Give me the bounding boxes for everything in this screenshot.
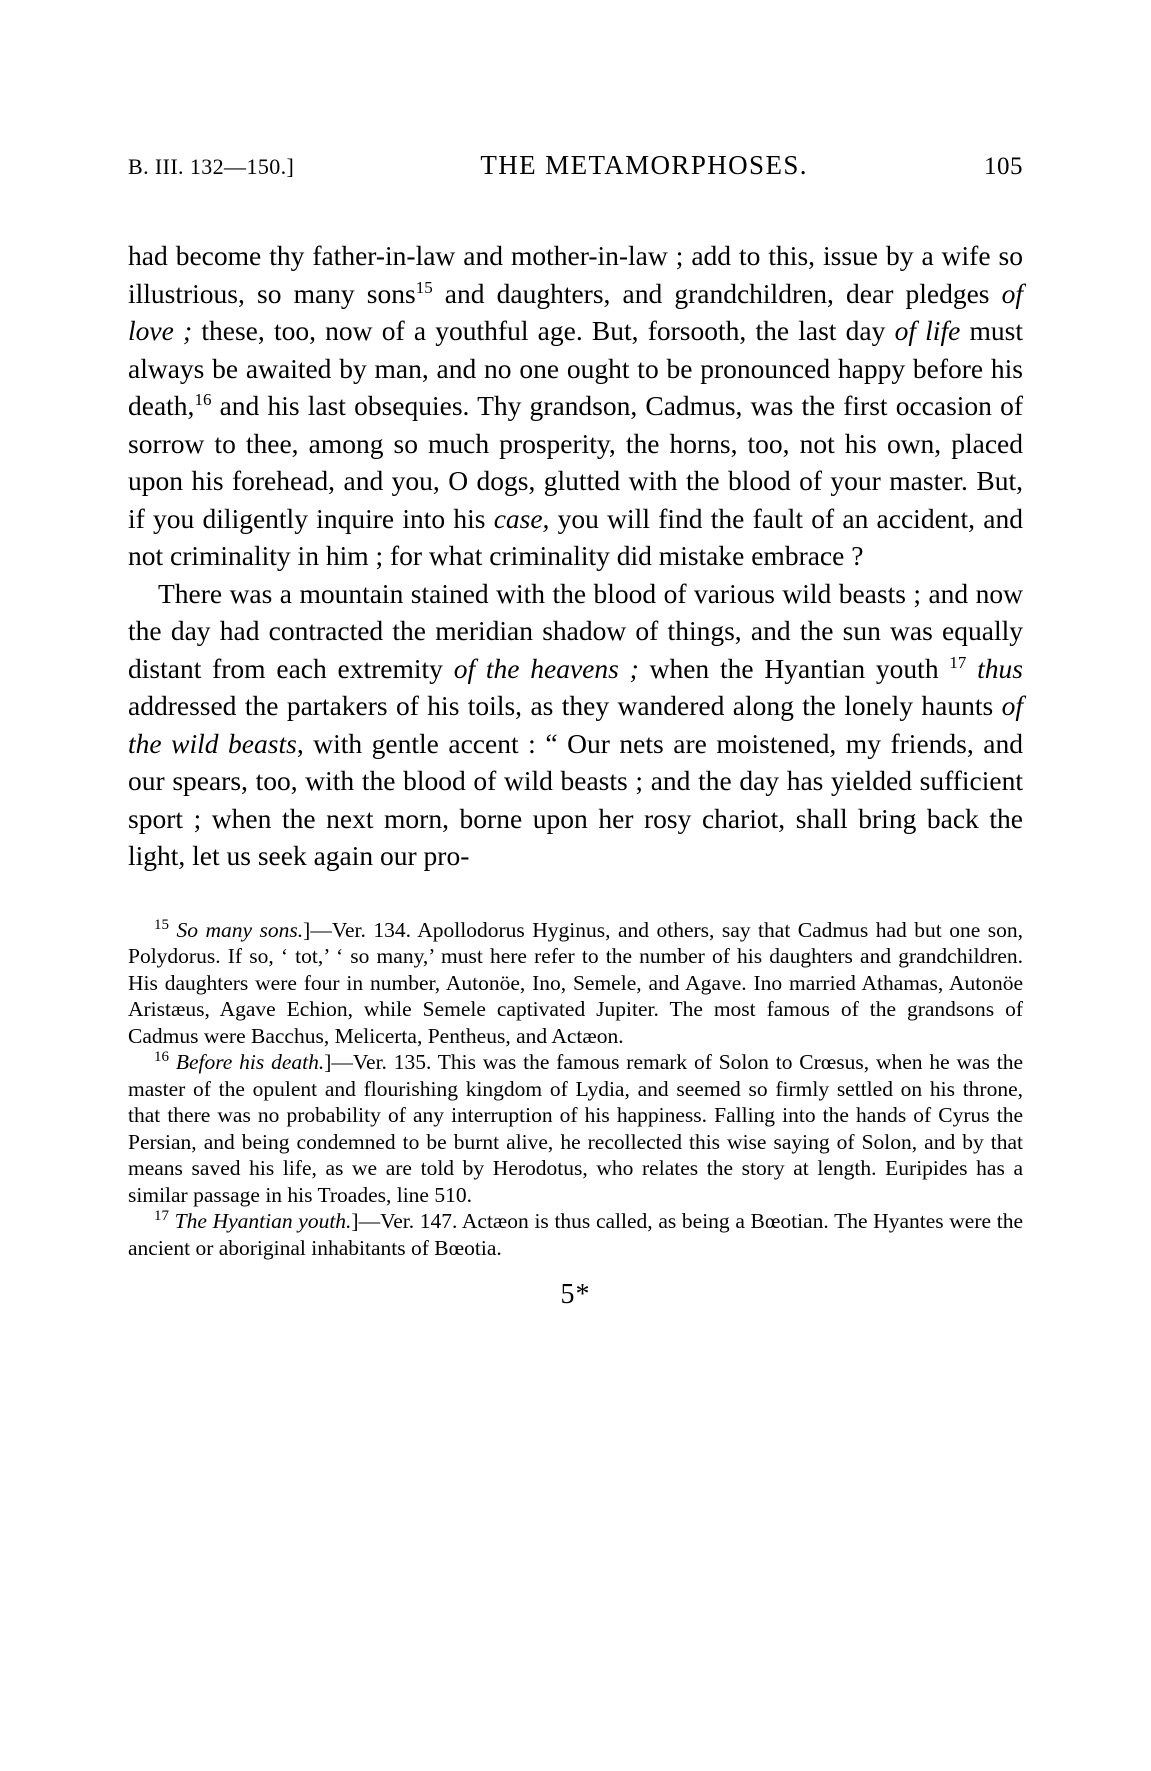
footnote [128,1208,1023,1261]
footnote-reference: 15 [415,277,433,297]
footnote-lemma: Before his death. [175,1050,325,1074]
footnotes [128,917,1023,1262]
italic-phrase: case, [493,502,550,534]
text-run: you will find the fault of an accident, and not criminality in him ; for what criminality did mistake embrace ? [128,502,1023,571]
footnote-reference: 17 [949,652,967,672]
page-content [128,150,1028,1311]
footnote-space [169,918,177,942]
footnote-reference: 16 [194,389,212,409]
running-head-title: THE METAMORPHOSES. [480,150,808,180]
text-run [966,653,977,684]
footnote-lemma: So many sons. [176,917,304,942]
text-run: There was a mountain stained with the blood of various wild beasts ; and now the day had contracted the meridian shadow of things, and the sun was equally distant from each extremity [128,577,1023,684]
text-run: when the Hyantian youth [638,652,950,684]
text-run: and his last obsequies. Thy grandson, Cadmus, was the first occasion of sorrow to thee, among so much prosperity, the horns, too, not his own, placed upon his forehead, and you, O dogs, glutted with the blood of your master. But, if you diligently inquire into his [128,390,1023,534]
text-run: must always be awaited by man, and no one ought to be pronounced happy before his death, [128,315,1023,421]
text-run: addressed the partakers of his toils, as they wandered along the lonely haunts [128,690,1002,721]
footnote [128,917,1023,1050]
text-run: , with gentle accent : “ Our nets are moistened, my friends, and our spears, too, with the blood of wild beasts ; and the day has yielded sufficient sport ; when the next morn, borne upon her rosy chariot, shall bring back the light, let us seek again our pro- [128,727,1023,871]
running-head-reference: B. III. 132—150.] [128,154,295,179]
footnote-text: ]—Ver. 134. Apollodorus Hyginus, and others, say that Cadmus had but one son, Polydorus. If so, ‘ tot,’ ‘ so many,’ must here refer to the number of his daughters and grandchildren. His daughters were four in number, Autonöe, Ino, Semele, and Agave. Ino married Athamas, Autonöe Aristæus, Agave Echion, while Semele captivated Jupiter. The most famous of the grandsons of Cadmus were Bacchus, Melicerta, Pentheus, and Actæon. [128,917,1024,1048]
text-run: and daughters, and grandchildren, dear pledges [432,277,1002,309]
italic-phrase: of the heavens ; [453,652,639,684]
footnote-text: ]—Ver. 147. Actæon is thus called, as being a Bœotian. The Hyantes were the ancient or aboriginal inhabitants of Bœotia. [128,1209,1023,1260]
text-run: these, too, now of a youthful age. But, forsooth, the last day [192,315,895,346]
footnote-text: ]—Ver. 135. This was the famous remark of Solon to Crœsus, when he was the master of the opulent and flourishing kingdom of Lydia, and seemed so firmly settled on his throne, that there was no probability of any interruption of his happiness. Falling into the hands of Cyrus the Persian, and being condemned to be burnt alive, he recollected this wise saying of Solon, and by that means saved his life, as we are told by Herodotus, who relates the story at length. Euripides has a similar passage in his Troades, line 510. [128,1050,1024,1207]
footnote-number: 15 [154,916,169,933]
signature-mark: 5* [560,1279,591,1310]
running-head [128,150,1023,181]
paragraph-2 [128,575,1023,875]
footnote [128,1049,1023,1208]
italic-phrase: of life [894,315,961,346]
body-text [128,237,1023,875]
footnote-lemma: The Hyantian youth. [174,1209,352,1233]
italic-phrase: of love ; [128,277,1023,346]
paragraph-1 [128,237,1023,575]
footnote-number: 16 [154,1048,169,1065]
italic-phrase: thus [977,652,1023,684]
italic-phrase: of the wild beasts [128,690,1023,759]
page-number: 105 [984,153,1023,180]
footnote-space [169,1050,176,1074]
footnote-number: 17 [154,1207,169,1224]
text-run: had become thy father-in-law and mother-in-law ; add to this, issue by a wife so illustrious, so many sons [128,240,1023,309]
